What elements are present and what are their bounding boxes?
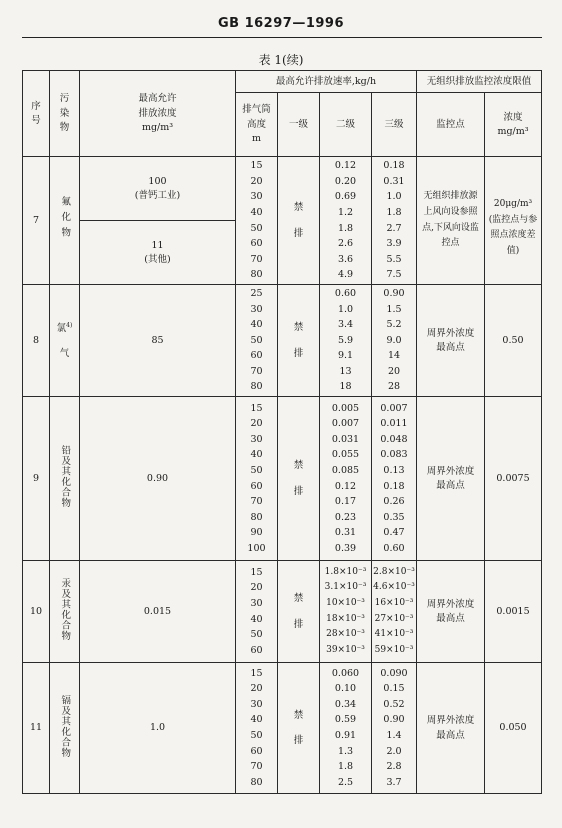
- table-row: [23, 157, 542, 221]
- cell-grade1: 禁 排: [278, 157, 320, 285]
- cell-monitor-point: 周界外浓度 最高点: [417, 397, 485, 561]
- col-header-grade3: 三级: [372, 93, 417, 157]
- list-value: 0.18: [383, 480, 405, 492]
- cell-fugitive-limit: 0.0015: [485, 561, 542, 663]
- list-value: 50: [250, 730, 263, 741]
- list-value: 15: [250, 667, 263, 679]
- list-value: 27×10⁻³: [374, 613, 414, 624]
- list-value: 0.26: [383, 496, 405, 508]
- cell-grade3: [372, 561, 417, 663]
- table-row: [23, 663, 542, 794]
- list-value: 70: [250, 496, 263, 508]
- list-value: 0.15: [383, 683, 405, 695]
- list-value: 0.47: [383, 527, 405, 539]
- list-value: 15: [250, 160, 263, 172]
- list-value: 2.6: [337, 238, 354, 250]
- cell-pollutant: 镉及其化合物: [50, 663, 80, 794]
- cell-concentration: 0.015: [80, 561, 236, 663]
- list-value: 0.18: [383, 160, 405, 172]
- list-value: 0.048: [380, 433, 408, 445]
- col-header-pollutant: 污 染 物: [50, 71, 80, 157]
- cell-grade2: [320, 397, 372, 561]
- list-value: 1.8: [386, 206, 402, 218]
- cell-concentration: 85: [80, 285, 236, 397]
- list-value: 60: [250, 745, 263, 757]
- table-row: [23, 397, 542, 561]
- cell-grade1: 禁 排: [278, 663, 320, 794]
- list-value: 70: [250, 761, 263, 773]
- list-value: 1.3: [337, 745, 354, 757]
- list-value: 3.4: [337, 319, 354, 331]
- list-value: 3.7: [386, 776, 402, 788]
- list-value: 0.34: [334, 698, 357, 710]
- list-value: 1.5: [386, 303, 402, 315]
- list-value: 20: [250, 582, 263, 594]
- list-value: 60: [250, 238, 263, 250]
- list-value: 0.12: [334, 480, 357, 492]
- list-value: 无组织排放源: [423, 191, 478, 202]
- list-value: 9.0: [386, 334, 402, 346]
- list-value: 0.011: [380, 418, 408, 430]
- list-value: 30: [250, 698, 263, 710]
- col-header-seq: 序 号: [23, 71, 50, 157]
- cell-pollutant: 氯$^{4)}$ 气: [50, 285, 80, 397]
- list-value: 0.007: [380, 402, 408, 414]
- cell-grade2: [320, 285, 372, 397]
- cell-monitor-point: [417, 157, 485, 285]
- list-value: 0.60: [334, 287, 357, 299]
- cell-seq: 8: [23, 285, 50, 397]
- list-value: 0.085: [331, 464, 360, 476]
- list-value: 0.69: [334, 191, 357, 203]
- table-row: [23, 285, 542, 397]
- list-value: 5.9: [337, 334, 354, 346]
- list-value: 50: [250, 629, 263, 641]
- list-value: 2.5: [337, 776, 354, 788]
- list-value: 0.52: [383, 698, 405, 710]
- list-value: 4.9: [337, 269, 354, 281]
- list-value: (监控点与参: [488, 214, 538, 225]
- cell-grade3: [372, 663, 417, 794]
- list-value: 3.9: [386, 238, 402, 250]
- cell-fugitive-limit: 0.050: [485, 663, 542, 794]
- col-header-rate-group: 最高允许排放速率,kg/h: [236, 71, 417, 93]
- list-value: 14: [387, 350, 401, 362]
- col-header-fugitive-group: 无组织排放监控浓度限值: [417, 71, 542, 93]
- list-value: 5.2: [386, 319, 402, 331]
- cell-fugitive-limit: 0.0075: [485, 397, 542, 561]
- cell-heights: [236, 157, 278, 285]
- cell-concentration: 100 (普钙工业): [80, 157, 236, 221]
- list-value: 60: [250, 644, 263, 656]
- list-value: 9.1: [337, 350, 354, 362]
- list-value: 0.59: [334, 714, 357, 726]
- list-value: 50: [250, 222, 263, 234]
- list-value: 28×10⁻³: [326, 629, 365, 640]
- cell-grade3: [372, 397, 417, 561]
- header-rule: [22, 37, 542, 38]
- list-value: 30: [250, 191, 263, 203]
- list-value: 0.60: [383, 542, 405, 554]
- cell-seq: 9: [23, 397, 50, 561]
- list-value: 点,下风向设监: [422, 222, 479, 233]
- list-value: 40: [250, 206, 263, 218]
- list-value: 28: [387, 381, 401, 393]
- list-value: 2.8: [386, 761, 402, 773]
- col-header-grade1: 一级: [278, 93, 320, 157]
- table-title: 表 1(续): [258, 53, 304, 67]
- list-value: 0.91: [334, 730, 357, 741]
- col-header-monitor-point: 监控点: [417, 93, 485, 157]
- list-value: 20: [250, 175, 263, 187]
- list-value: 2.8×10⁻³: [373, 566, 415, 577]
- list-value: 2.7: [386, 222, 402, 234]
- list-value: 40: [250, 449, 263, 461]
- list-value: 0.13: [383, 464, 405, 476]
- cell-monitor-point: 周界外浓度 最高点: [417, 663, 485, 794]
- cell-heights: [236, 561, 278, 663]
- list-value: 80: [250, 776, 263, 788]
- list-value: 0.20: [334, 175, 357, 187]
- cell-monitor-point: 周界外浓度 最高点: [417, 561, 485, 663]
- list-value: 1.4: [386, 730, 402, 741]
- cell-grade3: [372, 285, 417, 397]
- list-value: 1.2: [337, 206, 354, 218]
- cell-grade1: 禁 排: [278, 285, 320, 397]
- list-value: 25: [250, 287, 263, 299]
- cell-seq: 7: [23, 157, 50, 285]
- list-value: 0.35: [383, 511, 405, 523]
- cell-grade2: [320, 157, 372, 285]
- list-value: 80: [250, 269, 263, 281]
- list-value: 0.031: [331, 433, 360, 445]
- list-value: 20: [250, 683, 263, 695]
- col-header-stack-height: 排气筒 高度 m: [236, 93, 278, 157]
- list-value: 0.31: [334, 527, 357, 539]
- list-value: 0.23: [334, 511, 357, 523]
- list-value: 照点浓度差值): [490, 230, 536, 256]
- cell-seq: 10: [23, 561, 50, 663]
- list-value: 80: [250, 381, 263, 393]
- cell-heights: [236, 397, 278, 561]
- cell-monitor-point: 周界外浓度 最高点: [417, 285, 485, 397]
- list-value: 40: [250, 319, 263, 331]
- list-value: 0.055: [331, 449, 360, 461]
- list-value: 0.007: [331, 418, 360, 430]
- list-value: 59×10⁻³: [374, 644, 414, 655]
- list-value: 18×10⁻³: [326, 613, 365, 624]
- cell-grade3: [372, 157, 417, 285]
- list-value: 0.083: [380, 449, 408, 461]
- list-value: 40: [250, 714, 263, 726]
- list-value: 0.17: [334, 496, 357, 508]
- list-value: 4.6×10⁻³: [373, 582, 415, 593]
- list-value: 0.90: [383, 714, 405, 726]
- cell-fugitive-limit: [485, 157, 542, 285]
- list-value: 18: [339, 381, 352, 393]
- list-value: 0.12: [334, 160, 357, 172]
- list-value: 30: [250, 597, 263, 609]
- list-value: 15: [250, 402, 263, 414]
- cell-grade2: [320, 561, 372, 663]
- list-value: 13: [339, 365, 352, 377]
- list-value: 20: [387, 365, 401, 377]
- list-value: 70: [250, 365, 263, 377]
- list-value: 0.10: [334, 683, 357, 695]
- list-value: 20: [250, 418, 263, 430]
- cell-grade1: 禁 排: [278, 561, 320, 663]
- standard-code: GB 16297—1996: [217, 16, 344, 31]
- list-value: 90: [250, 527, 263, 539]
- cell-heights: [236, 285, 278, 397]
- list-value: 60: [250, 480, 263, 492]
- list-value: 100: [247, 542, 266, 554]
- list-value: 1.8×10⁻³: [324, 566, 367, 577]
- list-value: 50: [250, 464, 263, 476]
- cell-grade2: [320, 663, 372, 794]
- list-value: 0.31: [383, 175, 405, 187]
- list-value: 30: [250, 303, 263, 315]
- list-value: 3.1×10⁻³: [324, 582, 367, 593]
- cell-fugitive-limit: 0.50: [485, 285, 542, 397]
- list-value: 0.090: [380, 667, 408, 679]
- list-value: 15: [250, 566, 263, 578]
- list-value: 控点: [441, 238, 460, 249]
- col-header-max-concentration: 最高允许 排放浓度 mg/m³: [80, 71, 236, 157]
- list-value: 70: [250, 253, 263, 265]
- cell-grade1: 禁 排: [278, 397, 320, 561]
- list-value: 50: [250, 334, 263, 346]
- list-value: 41×10⁻³: [374, 629, 414, 640]
- emission-limits-table: [22, 70, 542, 794]
- list-value: 7.5: [386, 269, 402, 281]
- list-value: 1.8: [337, 222, 354, 234]
- list-value: 40: [250, 613, 263, 625]
- table-row: [23, 561, 542, 663]
- list-value: 5.5: [386, 253, 402, 265]
- cell-concentration: 1.0: [80, 663, 236, 794]
- list-value: 0.39: [334, 542, 357, 554]
- list-value: 39×10⁻³: [326, 644, 365, 655]
- list-value: 20μg/m³: [493, 199, 533, 210]
- list-value: 2.0: [386, 745, 402, 757]
- cell-heights: [236, 663, 278, 794]
- list-value: 10×10⁻³: [326, 597, 365, 608]
- list-value: 30: [250, 433, 263, 445]
- cell-pollutant: 氟化物: [50, 157, 80, 285]
- list-value: 60: [250, 350, 263, 362]
- cell-concentration: 0.90: [80, 397, 236, 561]
- cell-concentration: 11 (其他): [80, 221, 236, 285]
- list-value: 80: [250, 511, 263, 523]
- list-value: 0.060: [331, 667, 360, 679]
- list-value: 1.8: [337, 761, 354, 773]
- col-header-grade2: 二级: [320, 93, 372, 157]
- list-value: 上风向设参照: [423, 206, 478, 217]
- col-header-concentration: 浓度 mg/m³: [485, 93, 542, 157]
- cell-pollutant: 铅及其化合物: [50, 397, 80, 561]
- list-value: 0.005: [331, 402, 360, 414]
- list-value: 3.6: [337, 253, 354, 265]
- cell-pollutant: 汞及其化合物: [50, 561, 80, 663]
- list-value: 1.0: [386, 191, 402, 203]
- list-value: 1.0: [337, 303, 354, 315]
- list-value: 0.90: [383, 287, 405, 299]
- cell-seq: 11: [23, 663, 50, 794]
- list-value: 16×10⁻³: [374, 597, 414, 608]
